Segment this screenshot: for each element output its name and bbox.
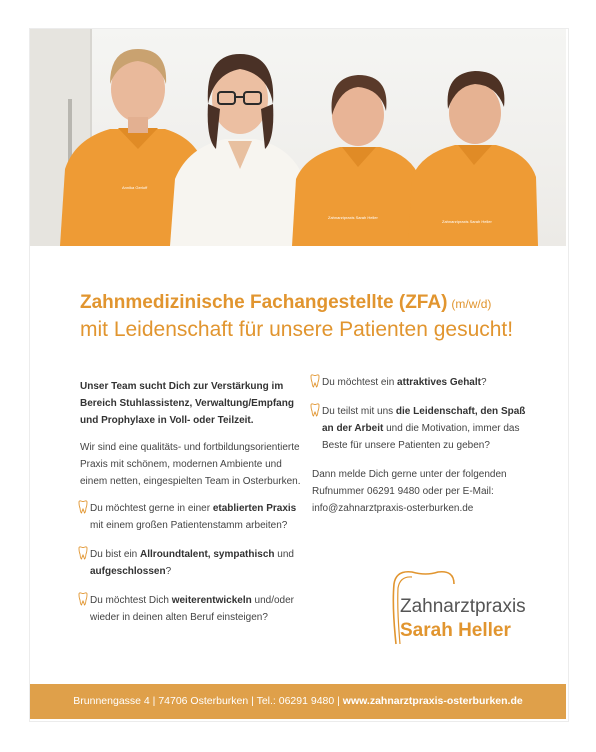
logo-line-2: Sarah Heller [400, 620, 511, 641]
list-item [312, 403, 530, 454]
tooth-icon [310, 374, 320, 388]
list-item [80, 546, 302, 580]
photo-logo-badge-3: Zahnarztpraxis Sarah Heller [328, 215, 378, 220]
list-item [312, 374, 530, 391]
job-title-text: Zahnmedizinische Fachangestellte (ZFA) [80, 292, 448, 313]
person-4 [408, 71, 538, 246]
contact-text: Dann melde Dich gerne unter der folgenden Rufnummer 06291 9480 oder per E-Mail: info@zahnarztpraxis-osterburken.de [312, 469, 507, 514]
person-3 [292, 75, 422, 246]
name-badge-1: Annika Gerloff [122, 185, 148, 190]
practice-logo [388, 566, 548, 650]
item-text: mit einem großen Patientenstamm arbeiten? [90, 520, 288, 531]
item-text: und die Motivation, immer das Beste für unsere Patienten zu geben? [322, 423, 520, 451]
tooth-icon [78, 500, 88, 514]
job-title [80, 292, 491, 314]
left-column [80, 378, 302, 638]
list-item [80, 592, 302, 626]
item-text: ? [480, 377, 487, 388]
item-text: Du möchtest gerne in einer [90, 503, 213, 514]
practice-description: Wir sind eine qualitäts- und fortbildungsorientierte Praxis mit schönem, modernen Ambiente und einem netten, eingespielten Team in Osterburken. [80, 442, 301, 487]
item-bold: weiterentwickeln [171, 595, 252, 606]
footer-address: Brunnengasse 4 | 74706 Osterburken | Tel.: 06291 9480 | [73, 695, 343, 707]
tooth-icon [78, 592, 88, 606]
footer-website-link[interactable]: www.zahnarztpraxis-osterburken.de [342, 695, 523, 707]
item-text: ? [165, 566, 172, 577]
item-text: Du möchtest ein [322, 377, 398, 388]
item-bold: etablierten Praxis [212, 503, 297, 514]
team-illustration [30, 29, 566, 246]
item-bold: die Leidenschaft, den Spaß an der Arbeit [322, 406, 526, 434]
team-photo [30, 29, 566, 246]
item-text: und/oder wieder in deinen alten Beruf einsteigen? [90, 595, 294, 623]
right-column [312, 374, 530, 527]
item-bold: aufgeschlossen [90, 566, 166, 577]
footer-bar [30, 684, 566, 719]
gender-note: (m/w/d) [451, 297, 492, 311]
photo-logo-badge-4: Zahnarztpraxis Sarah Heller [442, 219, 492, 224]
item-text: Du teilst mit uns [322, 406, 396, 417]
intro-text: Unser Team sucht Dich zur Verstärkung im Bereich Stuhlassistenz, Verwaltung/Empfang und Prophylaxe in Voll- oder Teilzeit. [80, 381, 294, 426]
logo-line-1: Zahnarztpraxis [400, 596, 526, 617]
tooth-icon [310, 403, 320, 417]
item-bold: attraktives Gehalt [397, 377, 481, 388]
item-text: und [274, 549, 294, 560]
item-text: Du möchtest Dich [90, 595, 172, 606]
item-bold: Allroundtalent, sympathisch [140, 549, 275, 560]
item-text: Du bist ein [90, 549, 141, 560]
tooth-icon [78, 546, 88, 560]
job-subtitle: mit Leidenschaft für unsere Patienten gesucht! [80, 318, 514, 341]
list-item [80, 500, 302, 534]
